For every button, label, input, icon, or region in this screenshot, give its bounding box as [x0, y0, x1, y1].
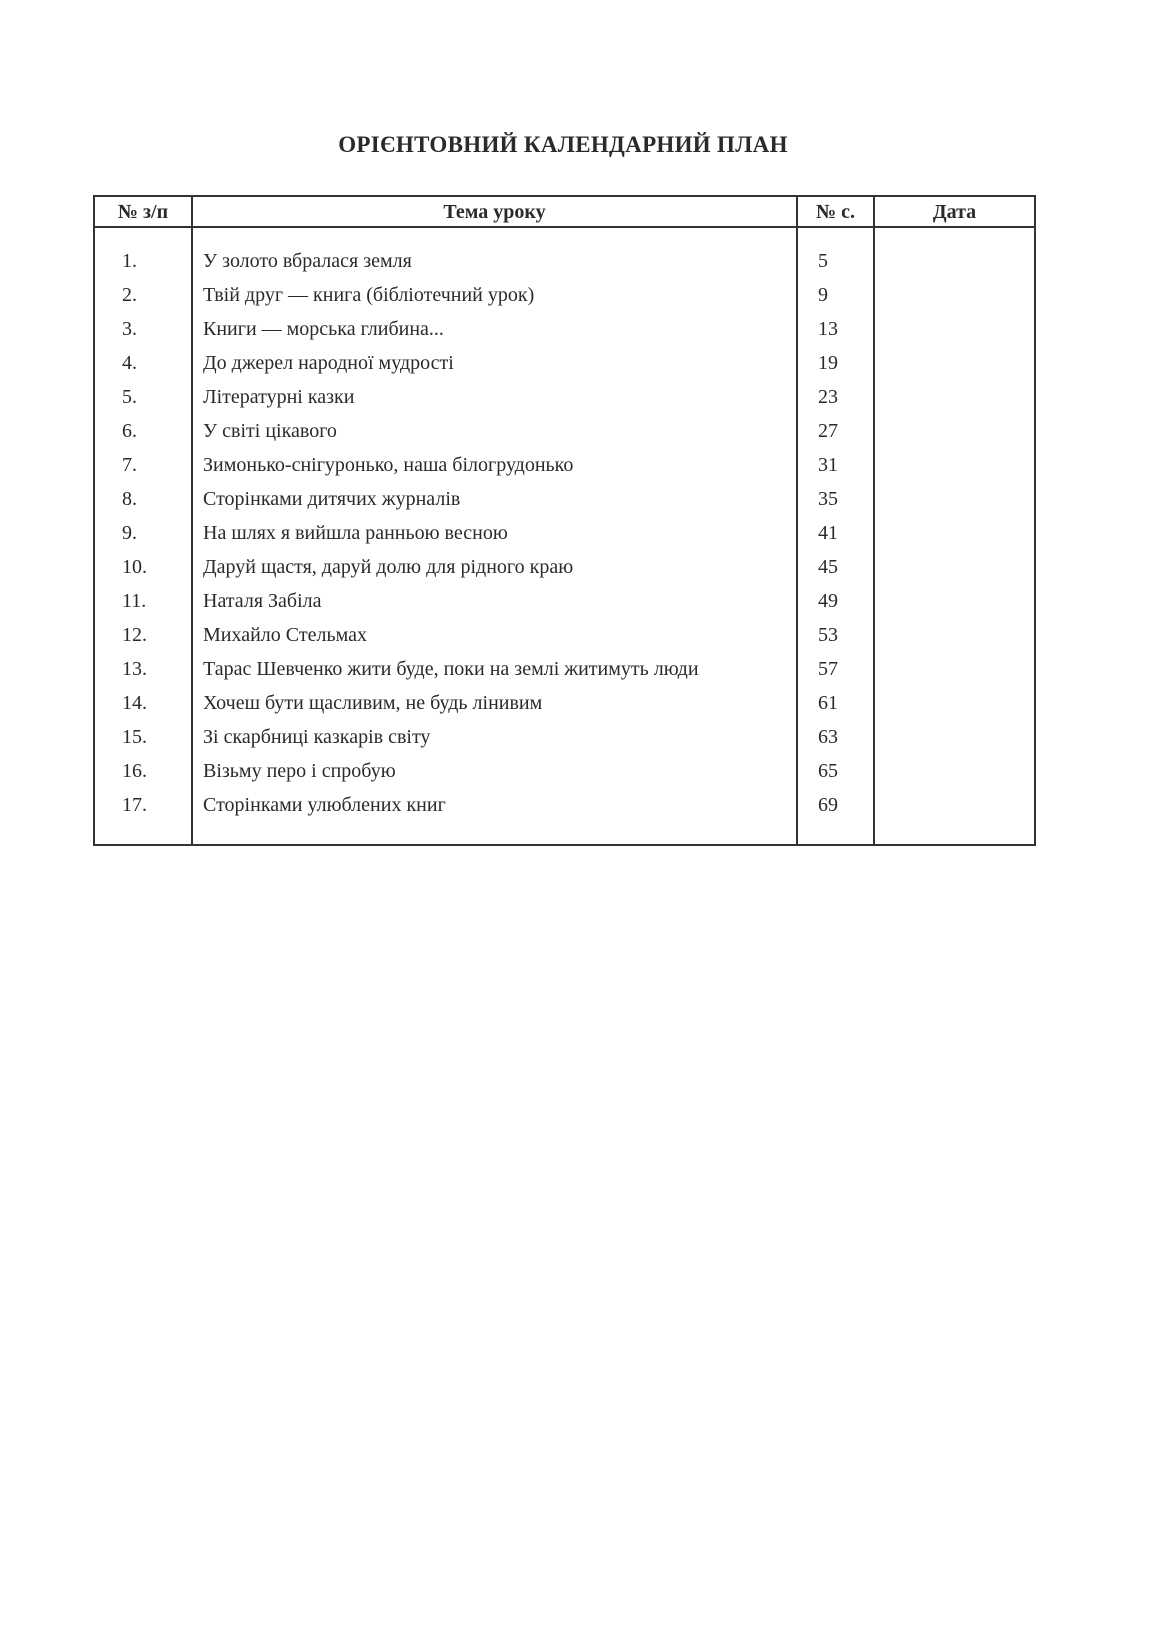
- table-row: [95, 623, 1034, 657]
- lesson-topic: На шлях я вийшла ранньою весною: [203, 522, 508, 544]
- row-number: 8.: [122, 488, 137, 510]
- date-cell: [877, 487, 1037, 511]
- row-number: 4.: [122, 352, 137, 374]
- lesson-topic: Наталя Забіла: [203, 590, 322, 612]
- date-cell: [877, 623, 1037, 647]
- table-row: [95, 487, 1034, 521]
- date-cell: [877, 725, 1037, 749]
- page-number: 53: [818, 624, 838, 646]
- header-divider: [95, 226, 1034, 228]
- row-number: 15.: [122, 726, 147, 748]
- page-number: 63: [818, 726, 838, 748]
- table-row: [95, 453, 1034, 487]
- page-number: 19: [818, 352, 838, 374]
- row-number: 6.: [122, 420, 137, 442]
- row-number: 1.: [122, 250, 137, 272]
- date-cell: [877, 385, 1037, 409]
- page-number: 9: [818, 284, 828, 306]
- calendar-plan-table: [93, 195, 1036, 846]
- page-number: 35: [818, 488, 838, 510]
- lesson-topic: Сторінками улюблених книг: [203, 794, 446, 816]
- date-cell: [877, 249, 1037, 273]
- page-number: 31: [818, 454, 838, 476]
- table-body: [95, 249, 1034, 827]
- lesson-topic: Даруй щастя, даруй долю для рідного краю: [203, 556, 574, 578]
- page-number: 69: [818, 794, 838, 816]
- row-number: 9.: [122, 522, 137, 544]
- table-row: [95, 521, 1034, 555]
- table-row: [95, 759, 1034, 793]
- table-row: [95, 725, 1034, 759]
- page-number: 23: [818, 386, 838, 408]
- lesson-topic: Сторінками дитячих журналів: [203, 488, 461, 510]
- lesson-topic: Зимонько-снігуронько, наша білогрудонько: [203, 454, 574, 476]
- row-number: 13.: [122, 658, 147, 680]
- date-cell: [877, 555, 1037, 579]
- row-number: 11.: [122, 590, 147, 612]
- page-number: 41: [818, 522, 838, 544]
- row-number: 10.: [122, 556, 147, 578]
- page-number: 45: [818, 556, 838, 578]
- lesson-topic: До джерел народної мудрості: [203, 352, 454, 374]
- date-cell: [877, 521, 1037, 545]
- row-number: 3.: [122, 318, 137, 340]
- date-cell: [877, 419, 1037, 443]
- row-number: 16.: [122, 760, 147, 782]
- row-number: 14.: [122, 692, 147, 714]
- row-number: 7.: [122, 454, 137, 476]
- table-row: [95, 555, 1034, 589]
- page-number: 61: [818, 692, 838, 714]
- table-row: [95, 589, 1034, 623]
- lesson-topic: Твій друг — книга (бібліотечний урок): [203, 284, 535, 306]
- lesson-topic: У золото вбралася земля: [203, 250, 412, 272]
- table-row: [95, 283, 1034, 317]
- date-cell: [877, 589, 1037, 613]
- header-num: № з/п: [117, 201, 169, 223]
- lesson-topic: Михайло Стельмах: [203, 624, 367, 646]
- date-cell: [877, 759, 1037, 783]
- date-cell: [877, 283, 1037, 307]
- page-number: 65: [818, 760, 838, 782]
- header-date: Дата: [932, 201, 977, 223]
- page-title: ОРІЄНТОВНИЙ КАЛЕНДАРНИЙ ПЛАН: [338, 132, 788, 157]
- page-number: 27: [818, 420, 838, 442]
- table-row: [95, 691, 1034, 725]
- header-topic: Тема уроку: [443, 201, 546, 223]
- page-number: 5: [818, 250, 828, 272]
- lesson-topic: Хочеш бути щасливим, не будь лінивим: [203, 692, 543, 714]
- table-row: [95, 793, 1034, 827]
- row-number: 2.: [122, 284, 137, 306]
- date-cell: [877, 317, 1037, 341]
- date-cell: [877, 691, 1037, 715]
- row-number: 17.: [122, 794, 147, 816]
- table-row: [95, 657, 1034, 691]
- date-cell: [877, 793, 1037, 817]
- lesson-topic: Зі скарбниці казкарів світу: [203, 726, 431, 748]
- table-row: [95, 317, 1034, 351]
- table-row: [95, 419, 1034, 453]
- date-cell: [877, 453, 1037, 477]
- lesson-topic: У світі цікавого: [203, 420, 337, 442]
- page-number: 57: [818, 658, 838, 680]
- lesson-topic: Книги — морська глибина...: [203, 318, 444, 340]
- lesson-topic: Літературні казки: [203, 386, 355, 408]
- page-number: 49: [818, 590, 838, 612]
- date-cell: [877, 351, 1037, 375]
- table-row: [95, 351, 1034, 385]
- page-number: 13: [818, 318, 838, 340]
- header-page: № с.: [816, 201, 855, 223]
- row-number: 12.: [122, 624, 147, 646]
- table-row: [95, 249, 1034, 283]
- lesson-topic: Візьму перо і спробую: [203, 760, 396, 782]
- date-cell: [877, 657, 1037, 681]
- table-row: [95, 385, 1034, 419]
- row-number: 5.: [122, 386, 137, 408]
- lesson-topic: Тарас Шевченко жити буде, поки на землі житимуть люди: [203, 658, 699, 680]
